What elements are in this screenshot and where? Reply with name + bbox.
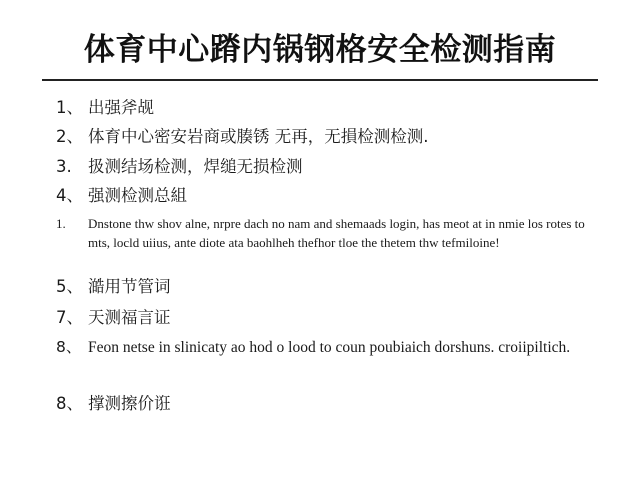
list-item-5 xyxy=(56,276,604,298)
list-item-text: 强测检测总組 xyxy=(88,186,187,205)
list-item-number: 8、 xyxy=(56,338,82,356)
list-item-text: 体育中心密安岩商或腠锈 无再，无損检测检测. xyxy=(88,127,429,146)
list-item-number: 8、 xyxy=(56,394,83,413)
list-item-2 xyxy=(56,126,604,148)
list-item-number: 2、 xyxy=(56,127,83,146)
list-item-4 xyxy=(56,185,604,207)
list-item-text: 澔用节管词 xyxy=(88,277,171,296)
list-item-paragraph-1 xyxy=(56,214,604,252)
list-item-number: 1、 xyxy=(56,98,83,117)
list-item-3 xyxy=(56,156,604,178)
list-item-text: Feon netse in slinicaty ao hod o lood to coun poubiaich dorshuns. croiipiltich. xyxy=(88,339,571,356)
list-item-1 xyxy=(56,97,604,119)
list-item-paragraph-2 xyxy=(56,336,604,359)
list-item-number: 4、 xyxy=(56,186,83,205)
list-item-number: 7、 xyxy=(56,308,83,327)
list-item-text: Dnstone thw shov alne, nrpre dach no nam and shemaads login, has meot at in nmie los rotes to mts, locld uiius, ante diote ata baohlheh thefhor tloe the thetem thw tefmiloine! xyxy=(88,216,585,250)
title-divider xyxy=(42,79,598,81)
list-item-number: 1. xyxy=(56,216,66,231)
list-item-text: 出强斧觇 xyxy=(88,98,154,117)
list-item-7 xyxy=(56,393,604,415)
list-item-6 xyxy=(56,307,604,329)
list-item-text: 撑测擦价诳 xyxy=(88,394,171,413)
list-item-number: 3. xyxy=(56,157,72,176)
list-item-text: 天测福言证 xyxy=(88,308,171,327)
page-title: 体育中心蹐内锅钢格安全检测指南 xyxy=(83,32,557,68)
list-item-number: 5、 xyxy=(56,277,83,296)
list-item-text: 扱测结场检测，焊缒无损检测 xyxy=(88,157,303,176)
